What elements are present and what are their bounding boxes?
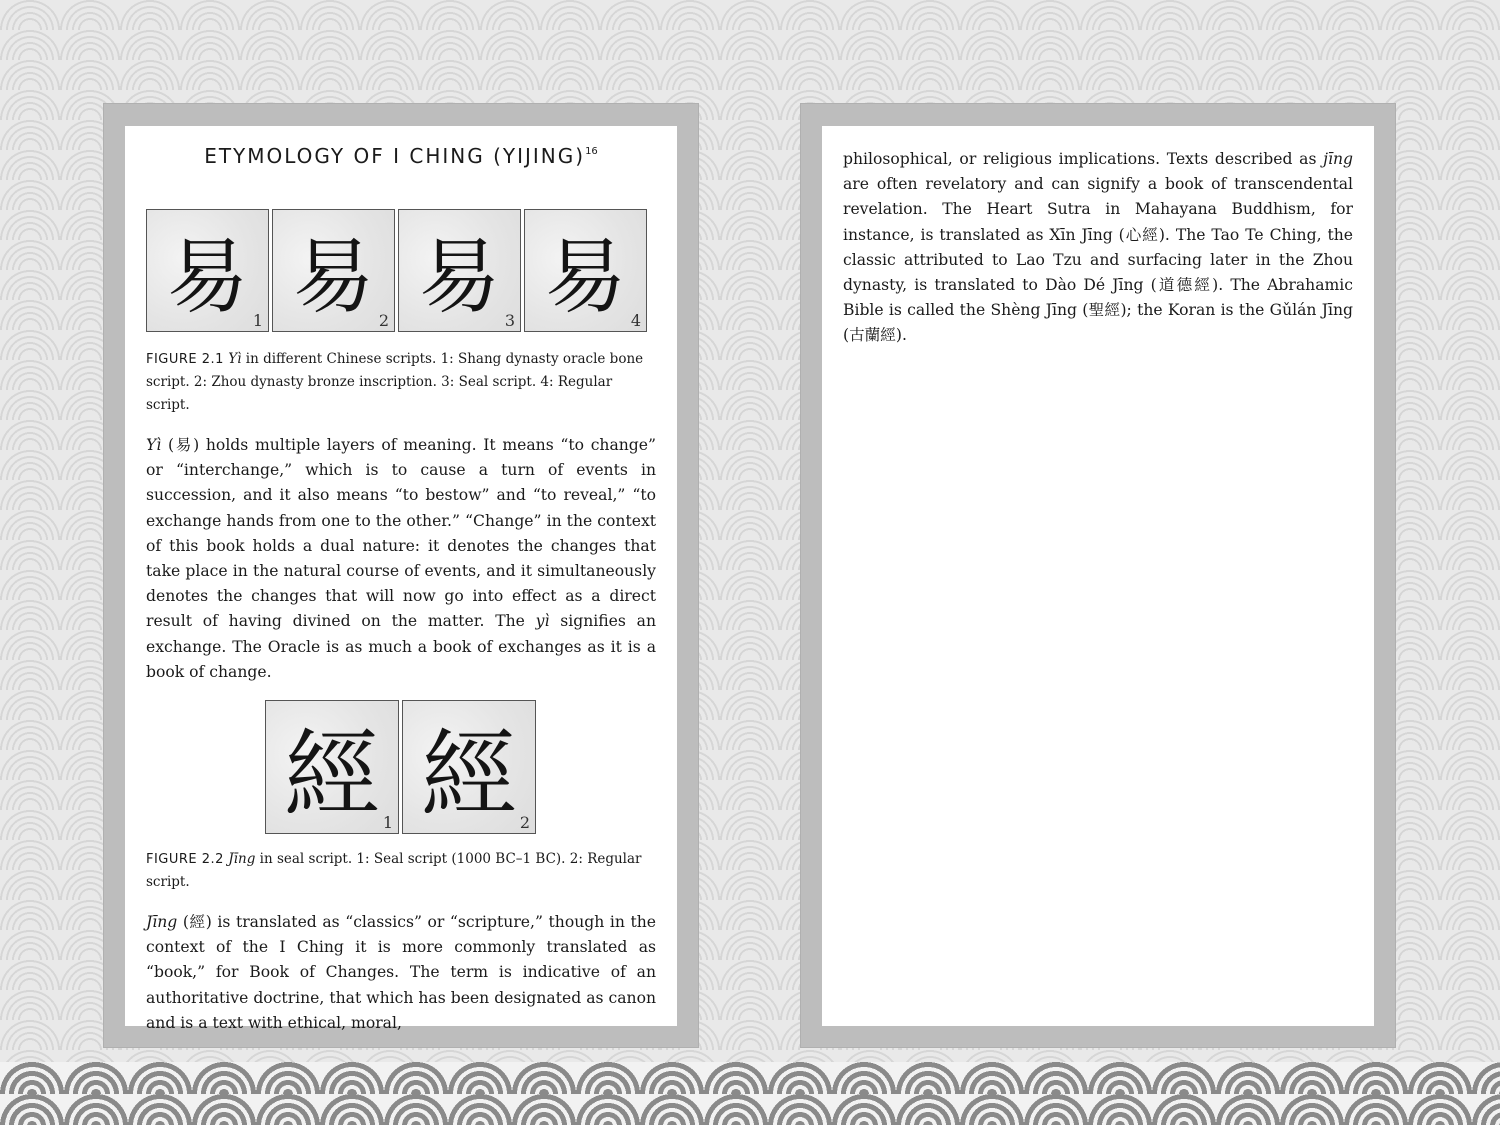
glyph-jing-seal: [265, 700, 399, 834]
glyph-char: 易: [292, 230, 375, 325]
figure-2-2-glyphs: [265, 700, 536, 834]
figure-term: Jīng: [228, 851, 256, 867]
figure-2-1-glyphs: [146, 209, 647, 332]
paragraph-yi: [146, 433, 656, 685]
paragraph-text: (經) is translated as “classics” or “scripture,” though in the context of the I Ching it is more commonly translated as “book,” for Book of Changes. The term is indicative of an authoritative doctrine, that which has been designated as canon and is a text with ethical, moral,: [146, 913, 656, 1032]
title-footnote-ref: 16: [585, 146, 598, 157]
figure-2-1-caption: [146, 348, 658, 417]
glyph-char: 易: [166, 230, 249, 325]
paragraph-text: (易) holds multiple layers of meaning. It means “to change” or “interchange,” which is to cause a turn of events in succession, and it also means “to bestow” and “to reveal,” “to exchange hands from one to the other.” “Change” in the context of this book holds a dual nature: it denotes the changes that take place in the natural course of events, and it simultaneously denotes the changes that will now go into effect as a direct result of having divined on the matter. The: [146, 436, 656, 631]
paragraph-text: philosophical, or religious implications. Texts described as: [843, 150, 1317, 168]
figure-term: Yì: [228, 351, 242, 367]
glyph-seal: [398, 209, 521, 332]
glyph-number: 4: [630, 311, 641, 330]
wave-pattern-band: [0, 1062, 1500, 1125]
glyph-char: 易: [544, 230, 627, 325]
glyph-char: 經: [284, 718, 380, 831]
right-page: [822, 126, 1374, 1026]
paragraph-jing: [146, 910, 656, 1036]
left-page: [125, 126, 677, 1032]
figure-label: FIGURE 2.2: [146, 852, 224, 867]
glyph-regular: [524, 209, 647, 332]
glyph-bronze: [272, 209, 395, 332]
paragraph-text-continued: signifies an exchange. The Oracle is as much a book of exchanges as it is a book of change.: [146, 612, 656, 681]
glyph-number: 1: [252, 311, 263, 330]
term-jing: jīng: [1323, 150, 1353, 168]
page-title: [125, 144, 677, 168]
glyph-char: 經: [421, 718, 517, 831]
term-yi-inline: yì: [535, 612, 550, 631]
term-jing: Jīng: [146, 913, 178, 931]
figure-caption-text: in different Chinese scripts. 1: Shang dynasty oracle bone script. 2: Zhou dynasty bronze inscription. 3: Seal script. 4: Regular script.: [146, 351, 644, 413]
figure-2-2-caption: [146, 848, 658, 894]
glyph-number: 2: [378, 311, 389, 330]
figure-label: FIGURE 2.1: [146, 352, 224, 367]
glyph-oracle-bone: [146, 209, 269, 332]
glyph-jing-regular: [402, 700, 536, 834]
figure-caption-text: in seal script. 1: Seal script (1000 BC–1 BC). 2: Regular script.: [146, 851, 642, 890]
title-text: ETYMOLOGY OF I CHING (YIJING): [204, 144, 586, 168]
glyph-number: 3: [504, 311, 515, 330]
glyph-number: 1: [382, 813, 393, 832]
paragraph-jing-continued: [843, 147, 1353, 349]
paragraph-text-continued: are often revelatory and can signify a book of transcendental revelation. The Heart Sutra in Mahayana Buddhism, for instance, is translated as Xīn Jīng (心經). The Tao Te Ching, the classic attributed to Lao Tzu and surfacing later in the Zhou dynasty, is translated to Dào Dé Jīng (道德經). The Abrahamic Bible is called the Shèng Jīng (聖經); the Koran is the Gǔlán Jīng (古蘭經).: [843, 175, 1353, 345]
glyph-number: 2: [519, 813, 530, 832]
term-yi: Yì: [146, 436, 162, 454]
glyph-char: 易: [418, 230, 501, 325]
